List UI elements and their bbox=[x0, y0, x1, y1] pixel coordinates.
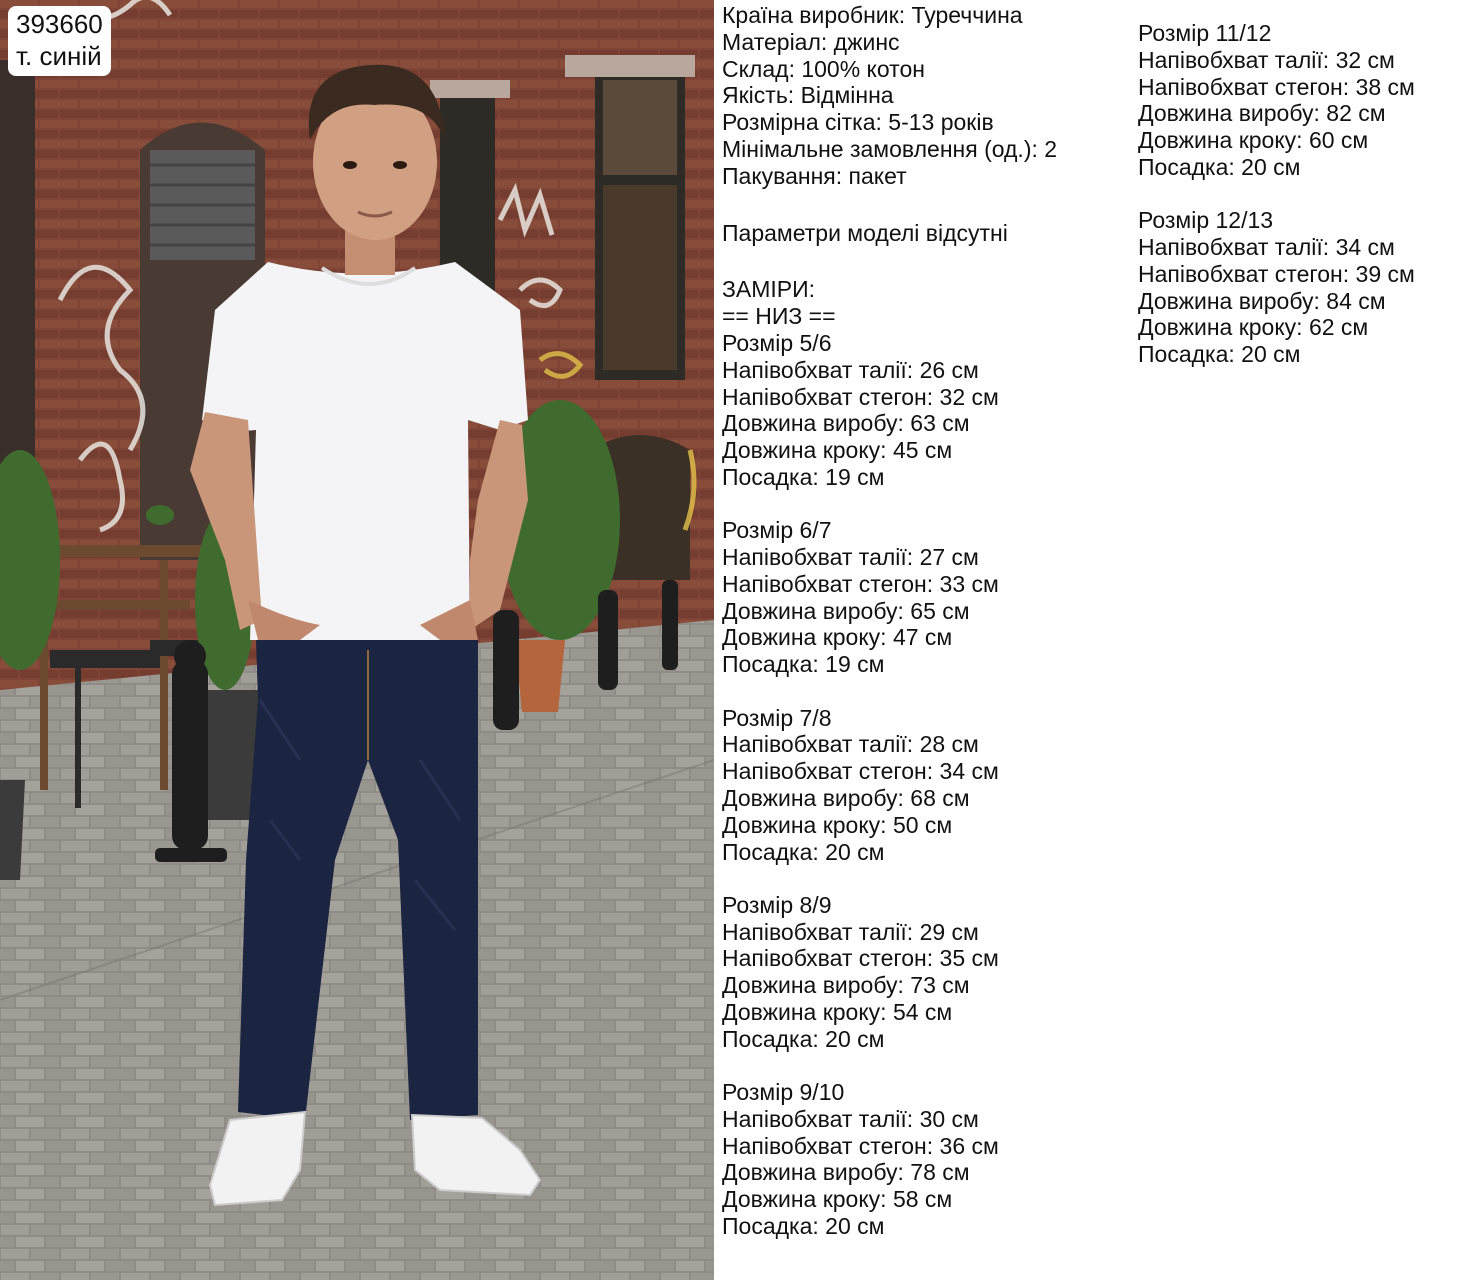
size-length: Довжина виробу: 82 см bbox=[1138, 100, 1386, 127]
spec-list bbox=[722, 2, 1057, 190]
size-block bbox=[722, 330, 1057, 491]
size-inseam: Довжина кроку: 45 см bbox=[722, 437, 953, 464]
size-waist: Напівобхват талії: 27 см bbox=[722, 544, 979, 571]
size-title: Розмір 5/6 bbox=[722, 329, 832, 356]
size-waist: Напівобхват талії: 28 см bbox=[722, 731, 979, 758]
size-inseam: Довжина кроку: 62 см bbox=[1138, 314, 1369, 341]
size-rise: Посадка: 20 см bbox=[722, 1025, 885, 1052]
size-waist: Напівобхват талії: 30 см bbox=[722, 1105, 979, 1132]
product-photo bbox=[0, 0, 714, 1280]
size-block bbox=[722, 1079, 1057, 1240]
size-title: Розмір 8/9 bbox=[722, 891, 832, 918]
size-rise: Посадка: 20 см bbox=[722, 838, 885, 865]
size-hips: Напівобхват стегон: 39 см bbox=[1138, 260, 1415, 287]
spec-packaging: Пакування: пакет bbox=[722, 162, 907, 189]
size-hips: Напівобхват стегон: 34 см bbox=[722, 758, 999, 785]
description-column-right bbox=[1138, 20, 1415, 395]
description-column-left bbox=[722, 2, 1057, 1266]
size-inseam: Довжина кроку: 50 см bbox=[722, 811, 953, 838]
size-waist: Напівобхват талії: 34 см bbox=[1138, 234, 1395, 261]
size-inseam: Довжина кроку: 47 см bbox=[722, 624, 953, 651]
size-length: Довжина виробу: 68 см bbox=[722, 784, 970, 811]
size-rise: Посадка: 20 см bbox=[722, 1213, 885, 1240]
size-inseam: Довжина кроку: 58 см bbox=[722, 1186, 953, 1213]
section-title: == НИЗ == bbox=[722, 303, 836, 330]
size-length: Довжина виробу: 63 см bbox=[722, 410, 970, 437]
spec-quality: Якість: Відмінна bbox=[722, 82, 894, 109]
size-title: Розмір 11/12 bbox=[1138, 20, 1272, 46]
size-length: Довжина виробу: 73 см bbox=[722, 972, 970, 999]
size-block bbox=[722, 517, 1057, 678]
size-title: Розмір 6/7 bbox=[722, 517, 832, 544]
size-rise: Посадка: 20 см bbox=[1138, 341, 1301, 368]
size-title: Розмір 7/8 bbox=[722, 704, 832, 731]
size-length: Довжина виробу: 84 см bbox=[1138, 287, 1386, 314]
spec-size-range: Розмірна сітка: 5-13 років bbox=[722, 109, 994, 136]
size-hips: Напівобхват стегон: 33 см bbox=[722, 570, 999, 597]
size-length: Довжина виробу: 65 см bbox=[722, 597, 970, 624]
spec-min-order: Мінімальне замовлення (од.): 2 bbox=[722, 135, 1058, 162]
size-block bbox=[1138, 207, 1415, 368]
size-block bbox=[1138, 20, 1415, 181]
size-hips: Напівобхват стегон: 32 см bbox=[722, 383, 999, 410]
size-rise: Посадка: 19 см bbox=[722, 463, 885, 490]
size-waist: Напівобхват талії: 26 см bbox=[722, 356, 979, 383]
size-block bbox=[722, 892, 1057, 1053]
size-waist: Напівобхват талії: 32 см bbox=[1138, 46, 1395, 73]
size-rise: Посадка: 20 см bbox=[1138, 153, 1301, 180]
street-scene-illustration bbox=[0, 0, 714, 1280]
color-label: т. синій bbox=[16, 41, 102, 71]
size-title: Розмір 12/13 bbox=[1138, 207, 1274, 234]
spec-country: Країна виробник: Туреччина bbox=[722, 2, 1023, 28]
size-hips: Напівобхват стегон: 35 см bbox=[722, 945, 999, 972]
size-hips: Напівобхват стегон: 38 см bbox=[1138, 73, 1415, 100]
size-title: Розмір 9/10 bbox=[722, 1079, 845, 1106]
size-hips: Напівобхват стегон: 36 см bbox=[722, 1132, 999, 1159]
measurements-title: ЗАМІРИ: bbox=[722, 276, 816, 303]
spec-material: Матеріал: джинс bbox=[722, 28, 900, 55]
spec-composition: Склад: 100% котон bbox=[722, 55, 925, 82]
size-block bbox=[722, 705, 1057, 866]
sku-badge bbox=[8, 6, 111, 76]
size-waist: Напівобхват талії: 29 см bbox=[722, 918, 979, 945]
model-note: Параметри моделі відсутні bbox=[722, 219, 1008, 246]
size-inseam: Довжина кроку: 54 см bbox=[722, 999, 953, 1025]
size-length: Довжина виробу: 78 см bbox=[722, 1159, 970, 1186]
size-inseam: Довжина кроку: 60 см bbox=[1138, 127, 1369, 154]
sku-number: 393660 bbox=[16, 9, 103, 39]
size-rise: Посадка: 19 см bbox=[722, 651, 885, 678]
